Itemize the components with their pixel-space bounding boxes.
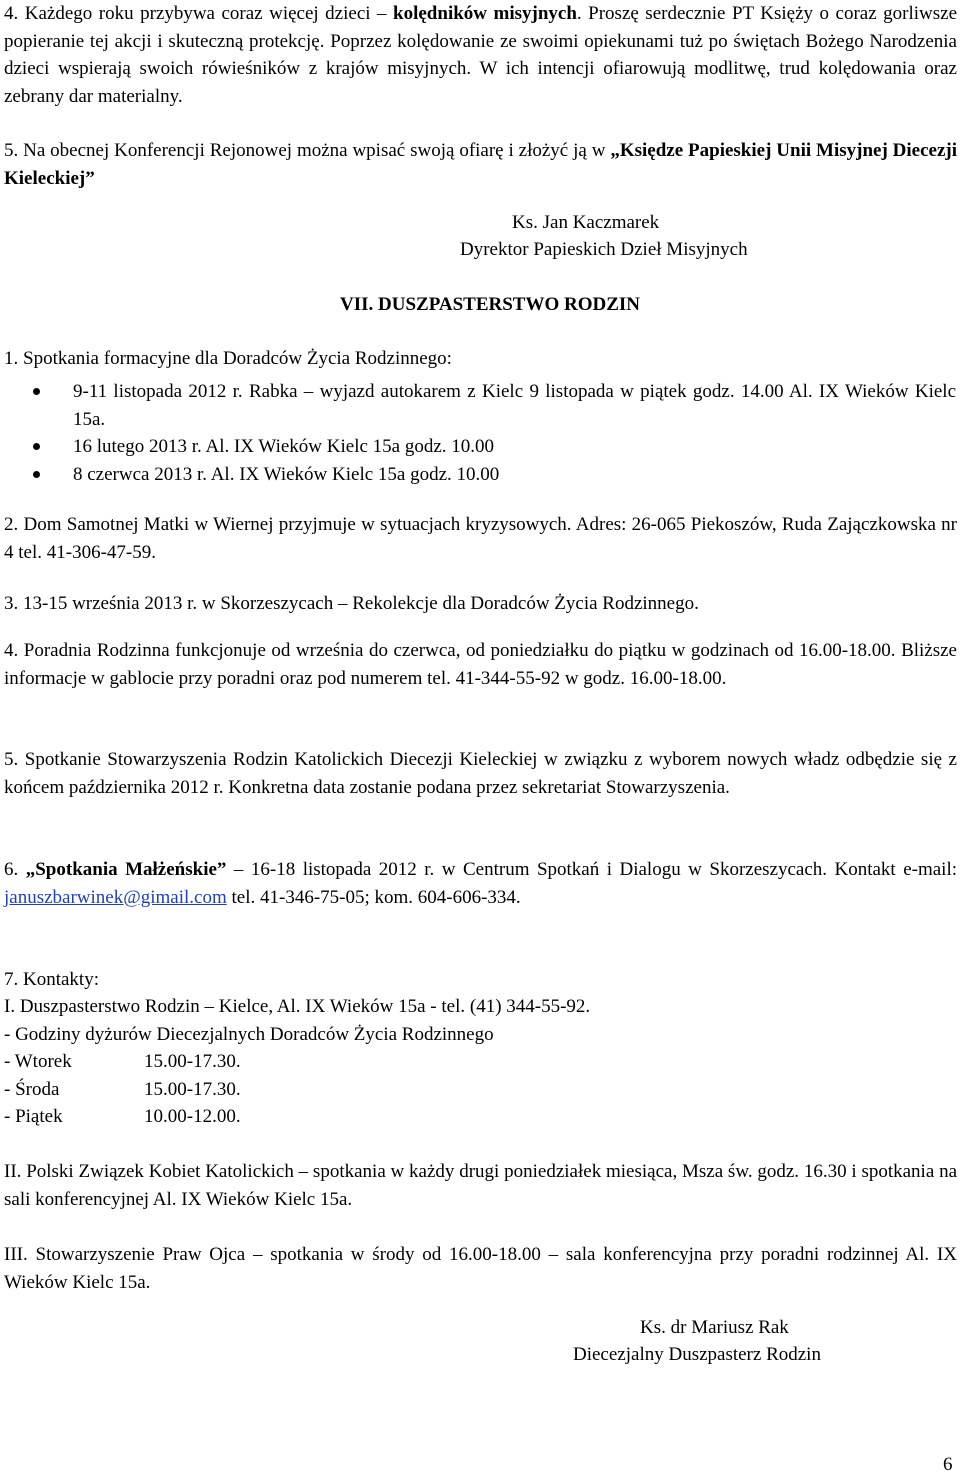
email-link[interactable]: januszbarwinek@gimail.com [4, 886, 227, 908]
r1-text: 1. Spotkania formacyjne dla Doradców Życia Rodzinnego: [4, 348, 452, 369]
paragraph-r3: 3. 13-15 września 2013 r. w Skorzeszycach – Rekolekcje dla Doradców Życia Rodzinnego. [4, 593, 699, 614]
r7-title: 7. Kontakty: [4, 969, 99, 990]
r1-bullet-list [0, 378, 960, 488]
page-number: 6 [943, 1454, 953, 1475]
list-item: 16 lutego 2013 r. Al. IX Wieków Kielc 15a godz. 10.00 [0, 433, 960, 461]
paragraph-r7-ii: II. Polski Związek Kobiet Katolickich – spotkania w każdy drugi poniedziałek miesiąca, Msza św. godz. 16.30 i spotkania na sali konferencyjnej Al. IX Wieków Kielc 15a. [4, 1161, 957, 1210]
paragraph-r5: 5. Spotkanie Stowarzyszenia Rodzin Katolickich Diecezji Kieleckiej w związku z wyborem nowych władz odbędzie się z końcem października 2012 r. Konkretna data zostanie podana przez sekretariat Stowarzyszenia. [4, 749, 957, 798]
list-item: 8 czerwca 2013 r. Al. IX Wieków Kielc 15a godz. 10.00 [0, 461, 960, 489]
paragraph-item5 [4, 137, 957, 192]
r6-bold: „Spotkania Małżeńskie” [25, 859, 227, 880]
r7-line1: I. Duszpasterstwo Rodzin – Kielce, Al. IX Wieków 15a - tel. (41) 344-55-92. [4, 996, 591, 1017]
item5-bold: „Księdze Papieskiej Unii Misyjnej Diecezji Kieleckiej” [4, 140, 958, 189]
paragraph-item4 [4, 0, 957, 110]
paragraph-r4: 4. Poradnia Rodzinna funkcjonuje od września do czerwca, od poniedziałku do piątku w godzinach od 16.00-18.00. Bliższe informacje w gablocie przy poradni oraz pod numerem tel. 41-344-55-92 w godz. 16.00-18.00. [4, 640, 957, 689]
hours-day: - Piątek [4, 1106, 63, 1127]
item4-lead: 4. Każdego roku przybywa coraz więcej dzieci – [4, 3, 394, 24]
signature2-name: Ks. dr Mariusz Rak [640, 1317, 789, 1338]
r6-mid: – 16-18 listopada 2012 r. w Centrum Spotkań i Dialogu w Skorzeszycach. Kontakt e-mail: [226, 859, 958, 880]
signature1-name: Ks. Jan Kaczmarek [512, 212, 660, 233]
signature2-role: Diecezjalny Duszpasterz Rodzin [573, 1344, 821, 1365]
r6-tail: tel. 41-346-75-05; kom. 604-606-334. [226, 886, 521, 908]
item5-lead: 5. Na obecnej Konferencji Rejonowej można wpisać swoją ofiarę i złożyć ją w [4, 140, 611, 161]
hours-time: 10.00-12.00. [144, 1106, 241, 1127]
paragraph-r2: 2. Dom Samotnej Matki w Wiernej przyjmuje w sytuacjach kryzysowych. Adres: 26-065 Piekoszów, Ruda Zajączkowska nr 4 tel. 41-306-47-59. [4, 514, 957, 563]
r7-line2: - Godziny dyżurów Diecezjalnych Doradców Życia Rodzinnego [4, 1024, 494, 1045]
section-heading: VII. DUSZPASTERSTWO RODZIN [340, 294, 641, 315]
paragraph-r6 [4, 856, 957, 911]
hours-day: - Wtorek [4, 1051, 72, 1072]
hours-row [4, 1048, 241, 1076]
hours-row [4, 1076, 241, 1104]
list-item: 9-11 listopada 2012 r. Rabka – wyjazd autokarem z Kielc 9 listopada w piątek godz. 14.00 Al. IX Wieków Kielc 15a. [0, 378, 960, 433]
hours-time: 15.00-17.30. [144, 1051, 241, 1072]
signature1-role: Dyrektor Papieskich Dzieł Misyjnych [460, 239, 748, 260]
r6-lead: 6. [4, 859, 26, 880]
item4-rest: . Proszę serdecznie PT Księży o coraz gorliwsze popieranie tej akcji i skuteczną protekcję. Poprzez kolędowanie ze swoimi opiekunami tuż po świętach Bożego Narodzenia dzieci wspierają swoich rówieśników z krajów misyjnych. W ich intencji ofiarowują modlitwę, trud kolędowania oraz zebrany dar materialny. [4, 3, 958, 107]
paragraph-r7-iii: III. Stowarzyszenie Praw Ojca – spotkania w środy od 16.00-18.00 – sala konferencyjna przy poradni rodzinnej Al. IX Wieków Kielc 15a. [4, 1244, 957, 1293]
hours-row [4, 1103, 241, 1131]
hours-day: - Środa [4, 1079, 60, 1100]
hours-time: 15.00-17.30. [144, 1079, 241, 1100]
item4-bold: kolędników misyjnych [393, 3, 577, 24]
